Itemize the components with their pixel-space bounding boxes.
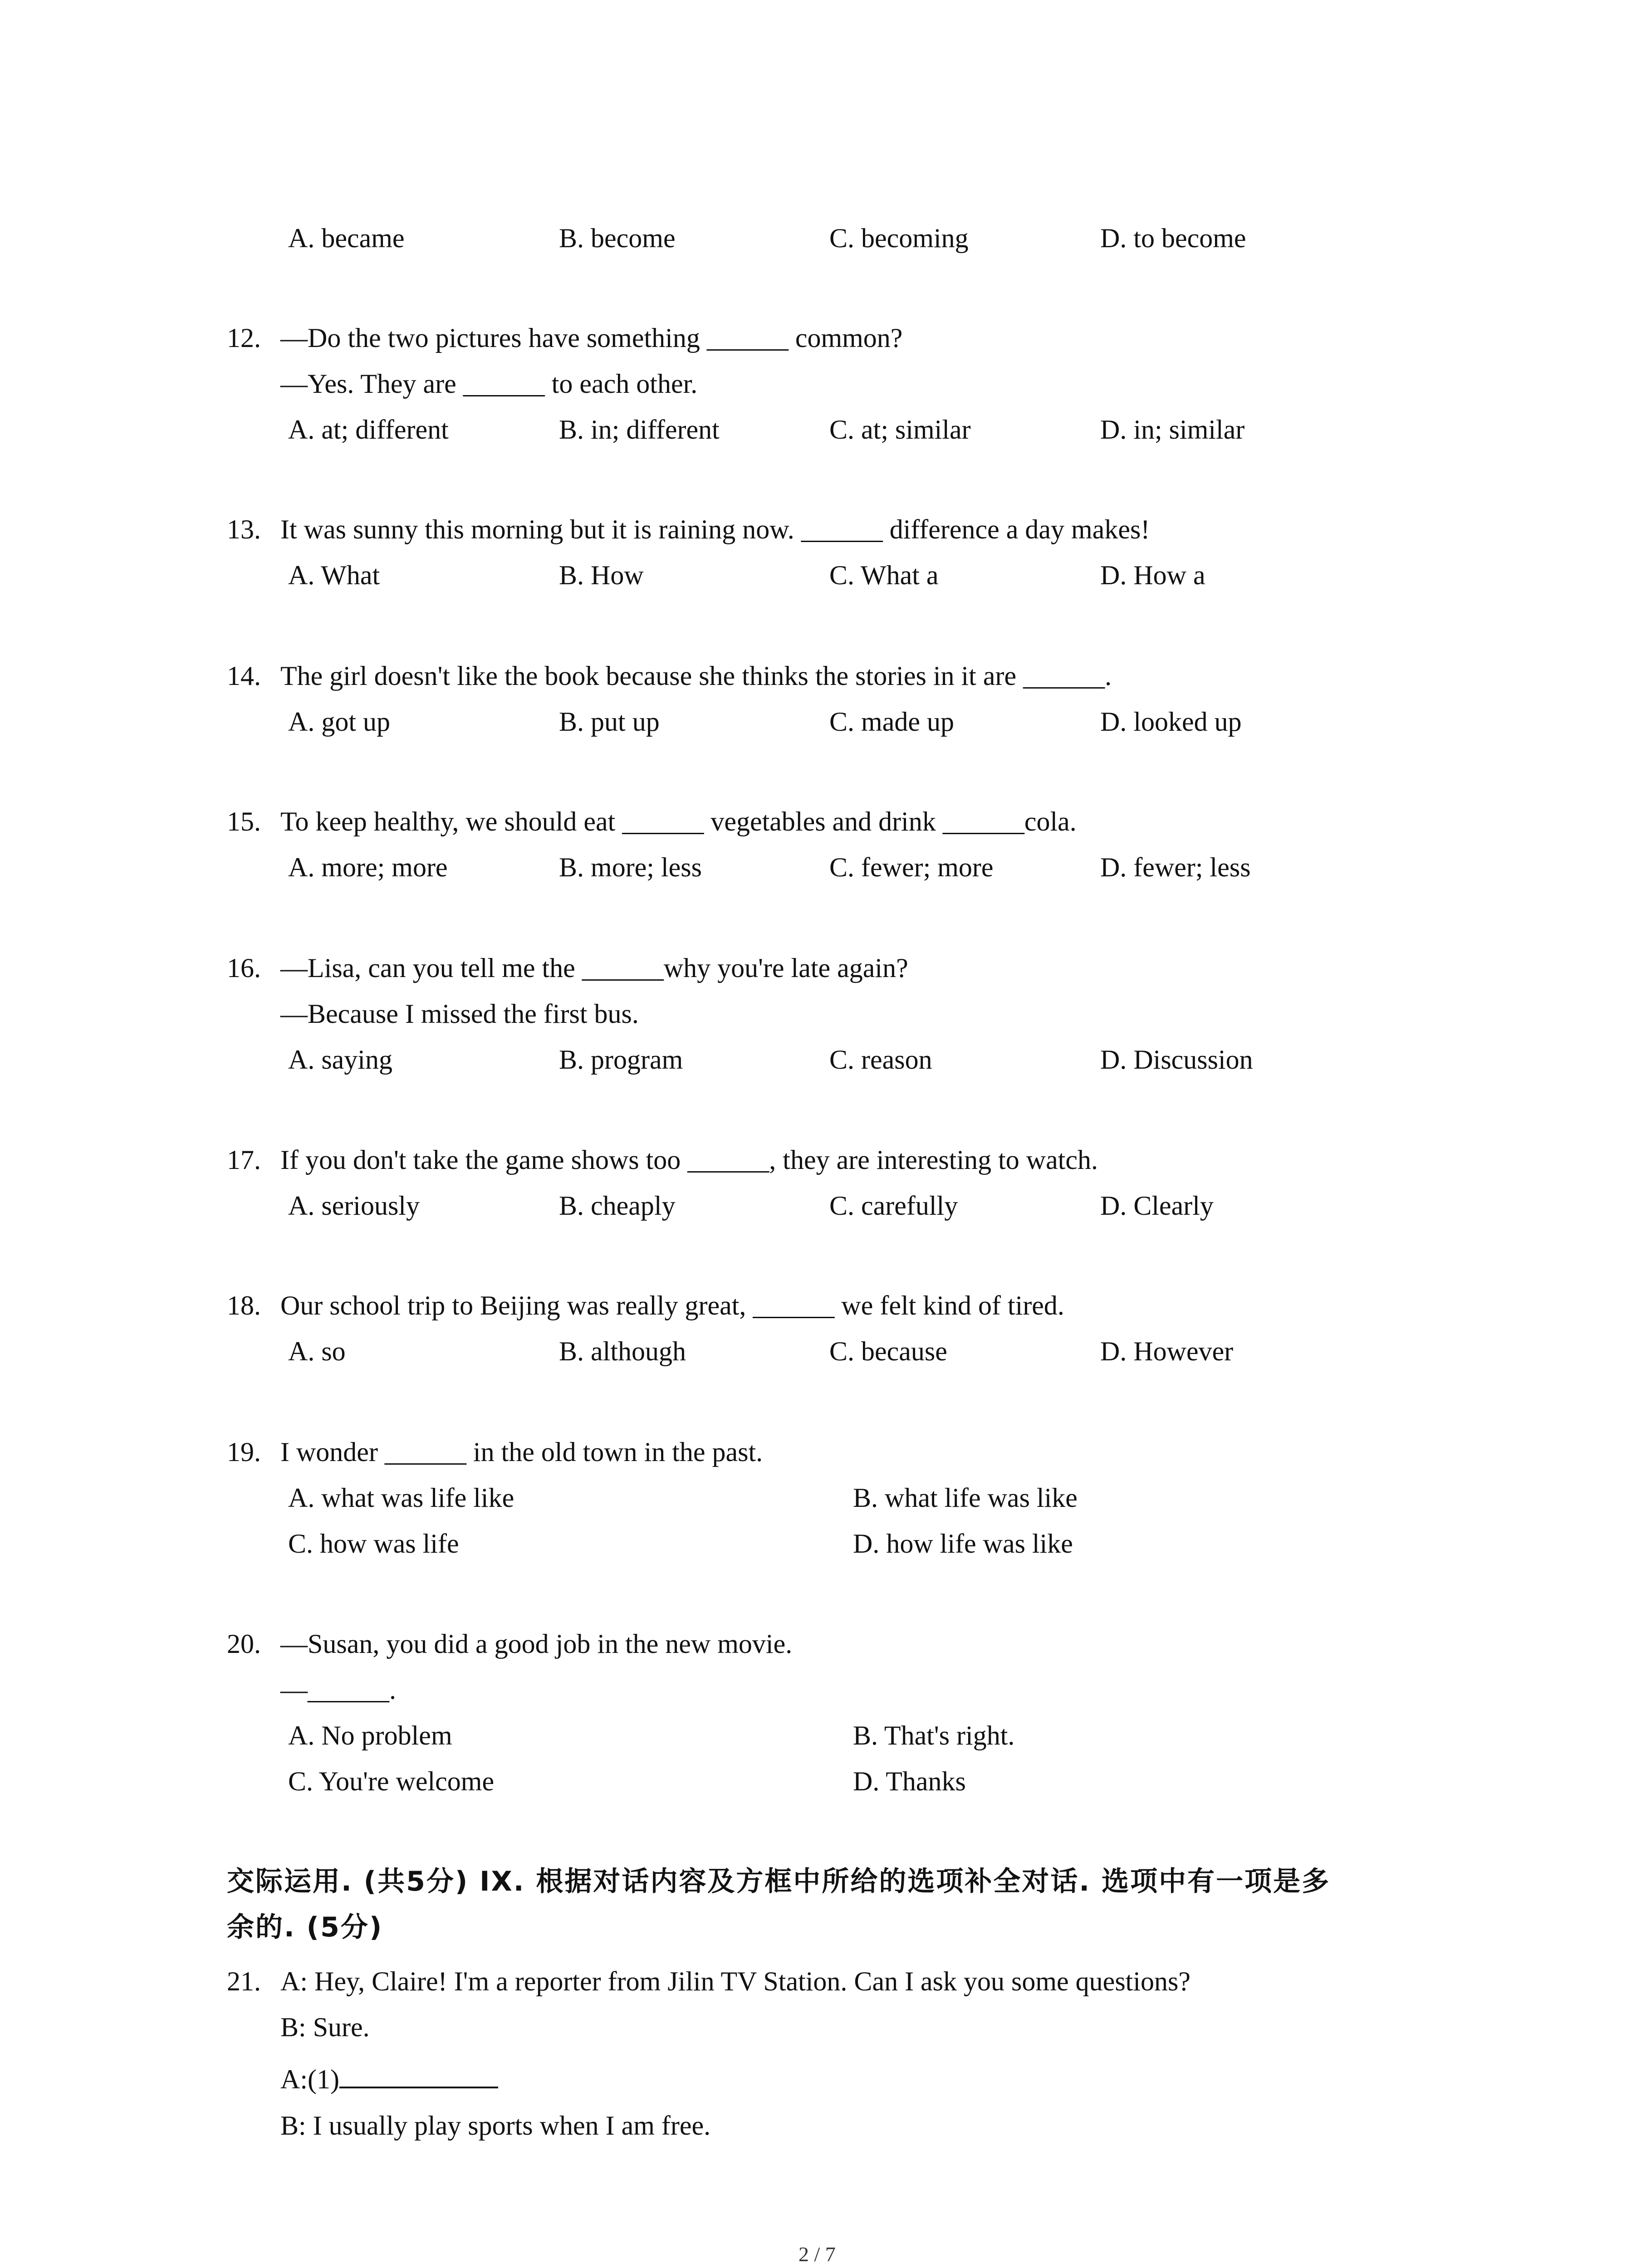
q20-line-1: —Susan, you did a good job in the new movie. bbox=[280, 1629, 793, 1659]
q17-option-b: B. cheaply bbox=[559, 1191, 676, 1221]
q20-option-b: B. That's right. bbox=[853, 1721, 1015, 1750]
q14-option-c: C. made up bbox=[829, 707, 954, 737]
q20-option-a: A. No problem bbox=[288, 1721, 452, 1750]
q19-stem: I wonder ______ in the old town in the past. bbox=[280, 1437, 763, 1467]
q19-option-a: A. what was life like bbox=[288, 1483, 514, 1513]
q21-line-1: A: Hey, Claire! I'm a reporter from Jilin TV Station. Can I ask you some questions? bbox=[280, 1966, 1190, 1996]
q18-stem: Our school trip to Beijing was really great, ______ we felt kind of tired. bbox=[280, 1290, 1064, 1320]
q20-line-2: —______. bbox=[280, 1675, 396, 1705]
q15-option-c: C. fewer; more bbox=[829, 852, 994, 882]
q16-option-c: C. reason bbox=[829, 1045, 932, 1075]
q12-option-b: B. in; different bbox=[559, 415, 720, 445]
q17-option-d: D. Clearly bbox=[1100, 1191, 1214, 1221]
q18-number: 18. bbox=[227, 1290, 261, 1320]
q21-number: 21. bbox=[227, 1966, 261, 1996]
q12-option-d: D. in; similar bbox=[1100, 415, 1245, 445]
q12-number: 12. bbox=[227, 323, 261, 353]
q15-option-d: D. fewer; less bbox=[1100, 852, 1251, 882]
q18-option-d: D. However bbox=[1100, 1336, 1234, 1366]
q18-option-c: C. because bbox=[829, 1336, 947, 1366]
q19-option-c: C. how was life bbox=[288, 1529, 459, 1559]
q12-line-1: —Do the two pictures have something ______ common? bbox=[280, 323, 903, 353]
q11-option-c: C. becoming bbox=[829, 223, 969, 253]
section-heading-line-1: 交际运用. (共5分) IX. 根据对话内容及方框中所给的选项补全对话. 选项中有一项是多 bbox=[227, 1866, 1331, 1897]
q21-answer-blank[interactable] bbox=[339, 2059, 498, 2088]
q16-line-2: —Because I missed the first bus. bbox=[280, 999, 639, 1029]
q17-option-a: A. seriously bbox=[288, 1191, 420, 1221]
q11-option-a: A. became bbox=[288, 223, 405, 253]
page-number: 2 / 7 bbox=[798, 2243, 836, 2266]
q21-line-3 bbox=[280, 2059, 498, 2097]
q12-option-c: C. at; similar bbox=[829, 415, 971, 445]
q20-option-c: C. You're welcome bbox=[288, 1766, 495, 1796]
q15-option-a: A. more; more bbox=[288, 852, 448, 882]
q14-number: 14. bbox=[227, 661, 261, 691]
q16-option-a: A. saying bbox=[288, 1045, 392, 1075]
q13-option-a: A. What bbox=[288, 560, 380, 590]
q21-line-2: B: Sure. bbox=[280, 2012, 370, 2042]
q13-stem: It was sunny this morning but it is raining now. ______ difference a day makes! bbox=[280, 514, 1150, 544]
q13-option-b: B. How bbox=[559, 560, 644, 590]
q17-option-c: C. carefully bbox=[829, 1191, 958, 1221]
q15-stem: To keep healthy, we should eat ______ vegetables and drink ______cola. bbox=[280, 807, 1077, 836]
q13-option-d: D. How a bbox=[1100, 560, 1205, 590]
q13-option-c: C. What a bbox=[829, 560, 939, 590]
q15-number: 15. bbox=[227, 807, 261, 836]
q19-option-d: D. how life was like bbox=[853, 1529, 1073, 1559]
q19-number: 19. bbox=[227, 1437, 261, 1467]
q12-option-a: A. at; different bbox=[288, 415, 449, 445]
q14-stem: The girl doesn't like the book because she thinks the stories in it are ______. bbox=[280, 661, 1112, 691]
q11-option-b: B. become bbox=[559, 223, 676, 253]
q16-option-b: B. program bbox=[559, 1045, 683, 1075]
q19-option-b: B. what life was like bbox=[853, 1483, 1078, 1513]
q16-option-d: D. Discussion bbox=[1100, 1045, 1253, 1075]
q13-number: 13. bbox=[227, 514, 261, 544]
q17-stem: If you don't take the game shows too ______, they are interesting to watch. bbox=[280, 1145, 1098, 1175]
q20-option-d: D. Thanks bbox=[853, 1766, 966, 1796]
q14-option-b: B. put up bbox=[559, 707, 660, 737]
q16-number: 16. bbox=[227, 953, 261, 983]
q14-option-d: D. looked up bbox=[1100, 707, 1242, 737]
q21-blank-label: A:(1) bbox=[280, 2064, 339, 2094]
section-heading-line-2: 余的. (5分) bbox=[227, 1911, 383, 1943]
q18-option-b: B. although bbox=[559, 1336, 686, 1366]
q21-line-4: B: I usually play sports when I am free. bbox=[280, 2111, 711, 2141]
q17-number: 17. bbox=[227, 1145, 261, 1175]
q18-option-a: A. so bbox=[288, 1336, 346, 1366]
q15-option-b: B. more; less bbox=[559, 852, 702, 882]
q11-option-d: D. to become bbox=[1100, 223, 1246, 253]
q12-line-2: —Yes. They are ______ to each other. bbox=[280, 369, 698, 399]
q20-number: 20. bbox=[227, 1629, 261, 1659]
q16-line-1: —Lisa, can you tell me the ______why you're late again? bbox=[280, 953, 908, 983]
q14-option-a: A. got up bbox=[288, 707, 390, 737]
